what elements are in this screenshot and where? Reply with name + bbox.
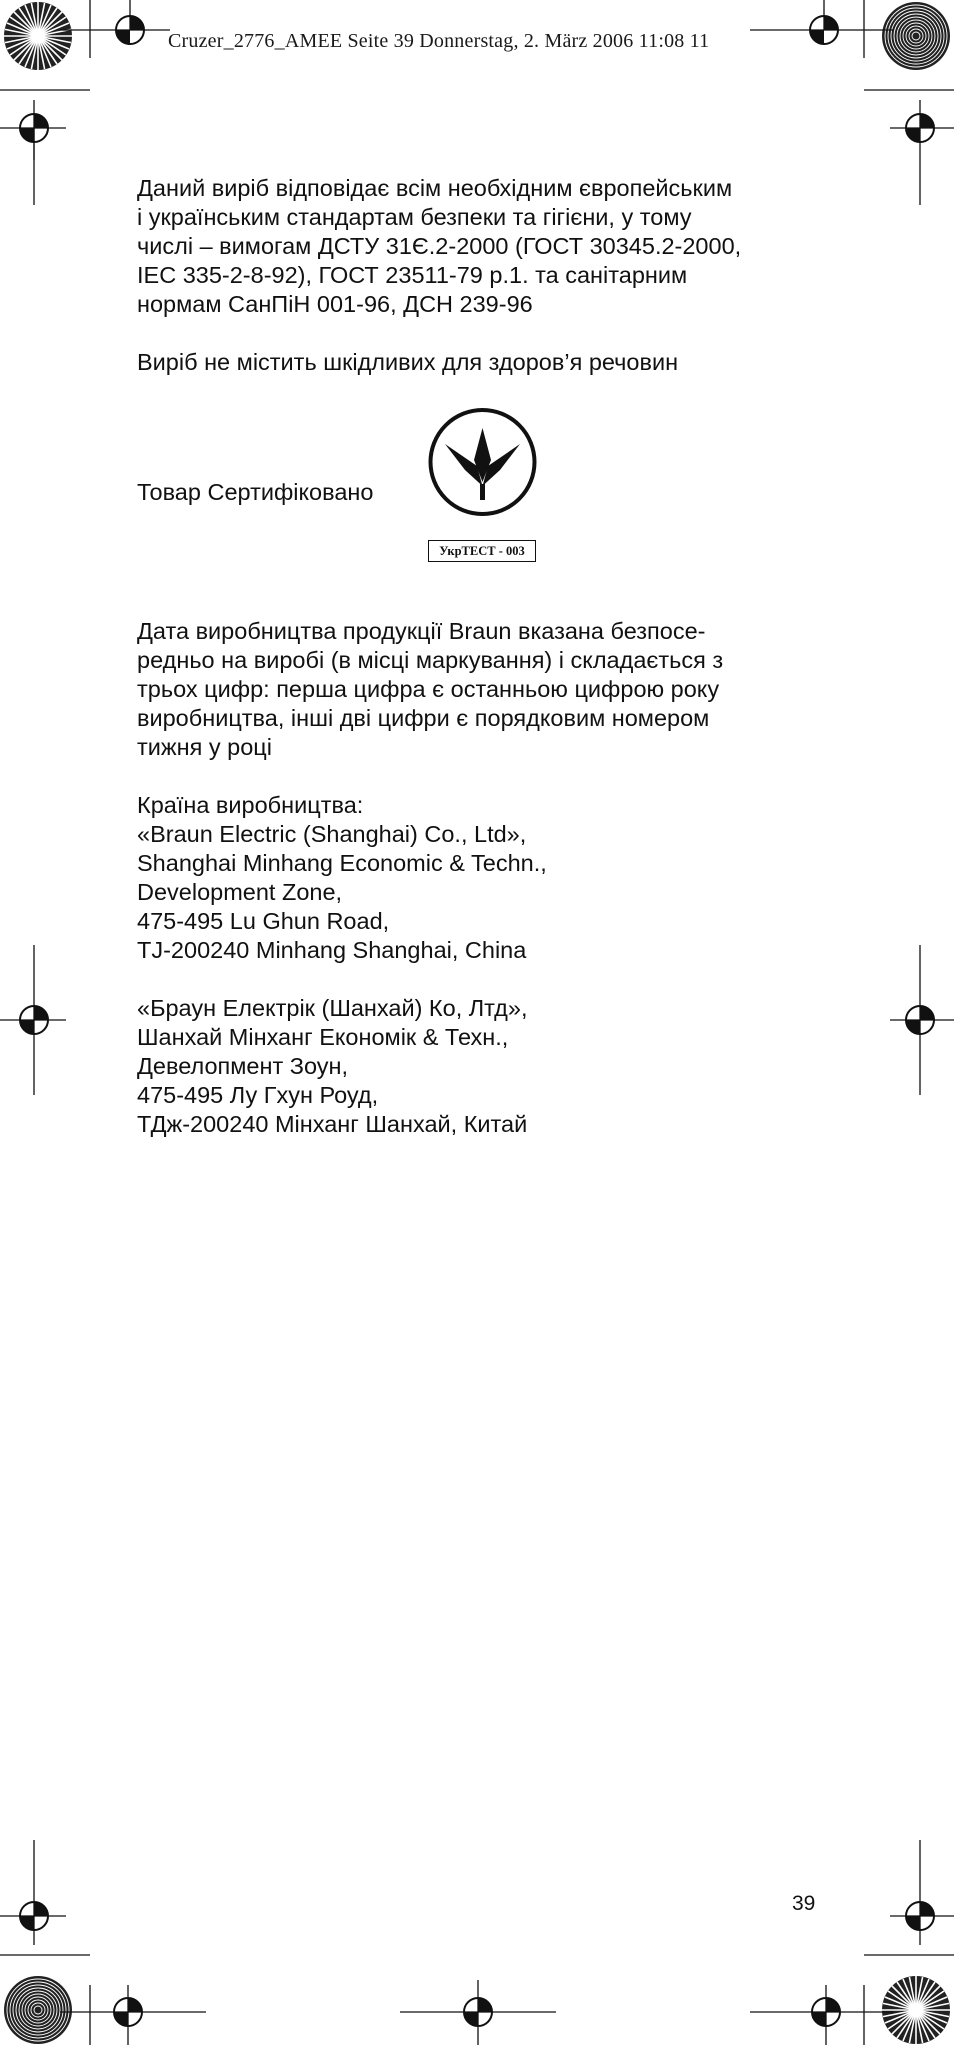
text-line: TJ-200240 Minhang Shanghai, China	[137, 937, 527, 963]
text-line: 475-495 Lu Ghun Road,	[137, 908, 390, 934]
certification-block	[137, 406, 837, 586]
text-line: «Braun Electric (Shanghai) Co., Ltd»,	[137, 821, 527, 847]
text-line: трьох цифр: перша цифра є останньою цифрою року	[137, 676, 720, 702]
production-date-paragraph	[137, 617, 837, 762]
text-line: виробництва, інші дві цифри є порядковим номером	[137, 705, 710, 731]
text-line: Дата виробництва продукції Braun вказана безпосе-	[137, 618, 706, 644]
ukrainian-conformity-mark-icon	[425, 406, 540, 518]
text-line: Країна виробництва:	[137, 792, 364, 818]
text-line: числі – вимогам ДСТУ 31Є.2-2000 (ГОСТ 30345.2-2000,	[137, 233, 742, 259]
print-slug: Cruzer_2776_AMEE Seite 39 Donnerstag, 2. März 2006 11:08 11	[168, 30, 710, 52]
certification-label: Товар Сертифіковано	[137, 479, 374, 505]
text-line: редньо на виробі (в місці маркування) і складається з	[137, 647, 724, 673]
text-line: IEC 335-2-8-92), ГОСТ 23511-79 р.1. та санітарним	[137, 262, 688, 288]
text-line: 475-495 Лу Гхун Роуд,	[137, 1082, 379, 1108]
page-number: 39	[792, 1892, 816, 1915]
text-line: нормам СанПіН 001-96, ДСН 239-96	[137, 291, 533, 317]
text-line: Шанхай Мінханг Економік & Техн.,	[137, 1024, 509, 1050]
text-line: Даний виріб відповідає всім необхідним європейським	[137, 175, 733, 201]
text-line: Shanghai Minhang Economic & Techn.,	[137, 850, 547, 876]
text-line: і українським стандартам безпеки та гігієни, у тому	[137, 204, 692, 230]
text-line: Девелопмент Зоун,	[137, 1053, 349, 1079]
country-latin-paragraph	[137, 791, 837, 965]
text-line: тижня у році	[137, 734, 272, 760]
text-line: Виріб не містить шкідливих для здоров’я речовин	[137, 349, 679, 375]
text-line: ТДж-200240 Мінханг Шанхай, Китай	[137, 1111, 528, 1137]
text-line: «Браун Електрік (Шанхай) Ко, Лтд»,	[137, 995, 528, 1021]
harmless-paragraph	[137, 348, 837, 377]
text-line: Development Zone,	[137, 879, 343, 905]
document-body	[137, 174, 837, 1168]
country-cyrillic-paragraph	[137, 994, 837, 1139]
standards-paragraph	[137, 174, 837, 319]
certification-code: УкрТЕСТ - 003	[428, 540, 536, 562]
